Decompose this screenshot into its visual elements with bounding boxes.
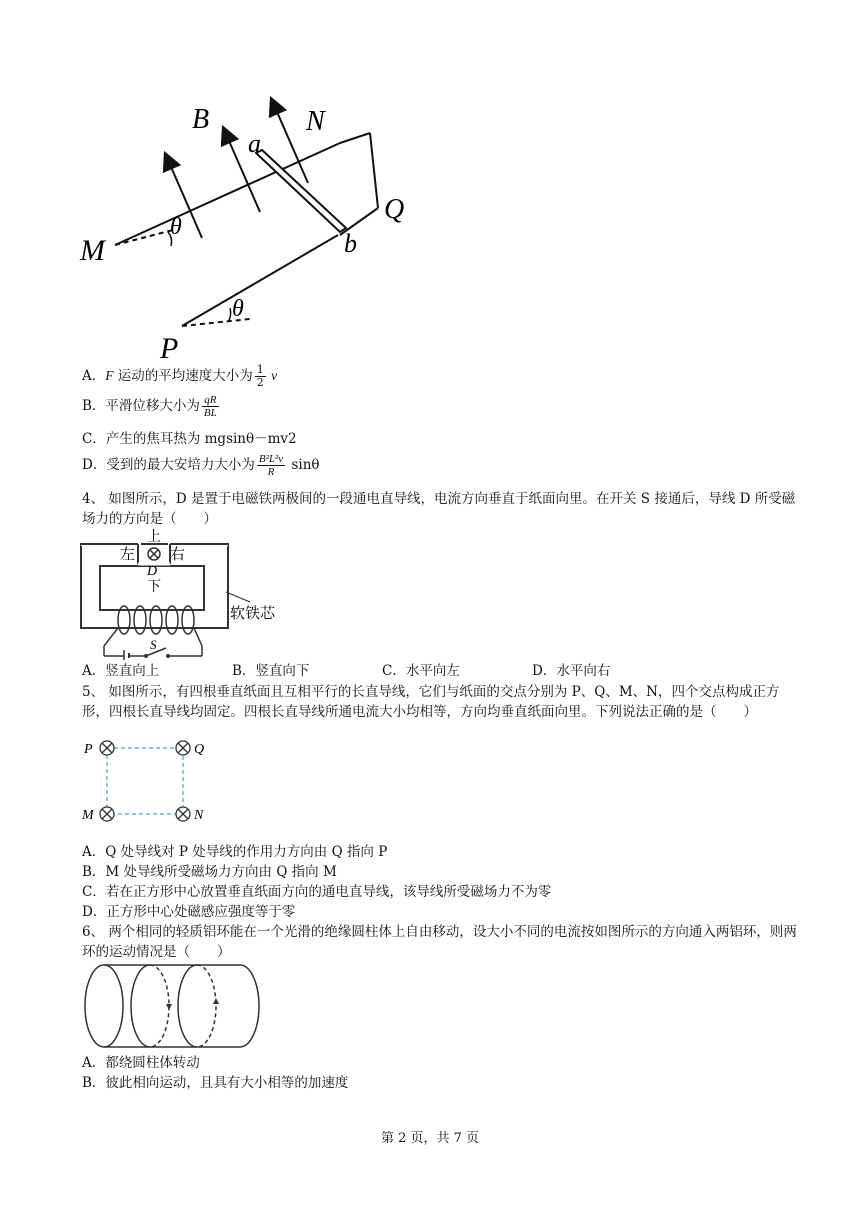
current-arrow-icon <box>166 1004 172 1010</box>
label-D: D <box>147 564 158 579</box>
label-up: 上 <box>147 530 161 545</box>
label-down: 下 <box>147 580 161 595</box>
label-left: 左 <box>120 547 136 563</box>
q4-option-a: A．竖直向上 <box>82 663 160 679</box>
q3-option-b: B．平滑位移大小为 $\frac{qR}{BL}$ <box>82 394 217 419</box>
q5-option-c: C．若在正方形中心放置垂直纸面方向的通电直导线，该导线所受磁场力不为零 <box>82 884 552 900</box>
ring-1 <box>131 965 150 1047</box>
q4-option-c: C．水平向左 <box>382 663 460 679</box>
q4-stem: 4、 如图所示，D 是置于电磁铁两极间的一段通电直导线，电流方向垂直于纸面向里。在开关 S 接通后，导线 D 所受磁场力的方向是（ ） <box>82 491 796 527</box>
label-theta-1: θ <box>170 214 182 240</box>
q6-option-a: A．都绕圆柱体转动 <box>82 1055 200 1071</box>
q4-option-d: D．水平向右 <box>532 663 611 679</box>
q3-option-d: D．受到的最大安培力大小为 $\frac{\text{B²L²v}}{R}$ sinθ <box>82 453 320 478</box>
q6-stem: 6、 两个相同的轻质铝环能在一个光滑的绝缘圆柱体上自由移动，设大小不同的电流按如图所示的方向通入两铝环，则两环的运动情况是（ ） <box>82 924 797 960</box>
electromagnet-figure <box>80 528 290 660</box>
q5-option-b: B．M 处导线所受磁场力方向由 Q 指向 M <box>82 864 337 880</box>
q4-option-b: B．竖直向下 <box>232 663 310 679</box>
ring-2 <box>178 965 197 1047</box>
cylinder-rings-figure <box>80 962 270 1052</box>
cylinder-left-end <box>85 965 123 1047</box>
page-footer: 第 2 页，共 7 页 <box>380 1131 480 1146</box>
label-B: B <box>192 104 210 135</box>
q6-option-b: B．彼此相向运动，且具有大小相等的加速度 <box>82 1075 349 1091</box>
square-outline <box>107 748 183 814</box>
label-P: P <box>84 742 93 757</box>
rail-figure <box>78 90 418 362</box>
q5-option-a: A．Q 处导线对 P 处导线的作用力方向由 Q 指向 P <box>82 844 388 860</box>
q3-option-c: C．产生的焦耳热为 mgsinθ－mv2 <box>82 431 297 447</box>
label-M: M <box>80 234 105 267</box>
label-b: b <box>344 229 357 258</box>
label-theta-2: θ <box>232 296 244 322</box>
label-Q: Q <box>194 742 205 757</box>
label-N: N <box>194 808 204 823</box>
label-M: M <box>82 808 94 823</box>
q3-option-a: A．F 运动的平均速度大小为 $\frac{1}{2}$ v <box>82 363 278 389</box>
rod-ab <box>256 150 346 232</box>
label-S: S <box>150 637 157 652</box>
label-Q: Q <box>384 194 405 225</box>
q5-option-d: D．正方形中心处磁感应强度等于零 <box>82 904 296 920</box>
label-soft-iron-core: 软铁芯 <box>230 606 276 622</box>
four-wires-figure <box>80 736 220 826</box>
current-arrow-icon <box>213 998 219 1004</box>
q4-options <box>82 662 802 680</box>
label-right: 右 <box>170 547 186 563</box>
label-P: P <box>160 332 179 362</box>
label-a: a <box>248 129 261 158</box>
q5-stem: 5、 如图所示，有四根垂直纸面且互相平行的长直导线，它们与纸面的交点分别为 P、Q、M、N，四个交点构成正方形，四根长直导线均固定。四根长直导线所通电流大小均相等，方向均垂直纸面向里。下列说法正确的是（ ） <box>82 684 780 720</box>
label-N: N <box>306 106 325 137</box>
cylinder-right-end <box>240 965 259 1047</box>
rail-lower <box>182 235 338 326</box>
